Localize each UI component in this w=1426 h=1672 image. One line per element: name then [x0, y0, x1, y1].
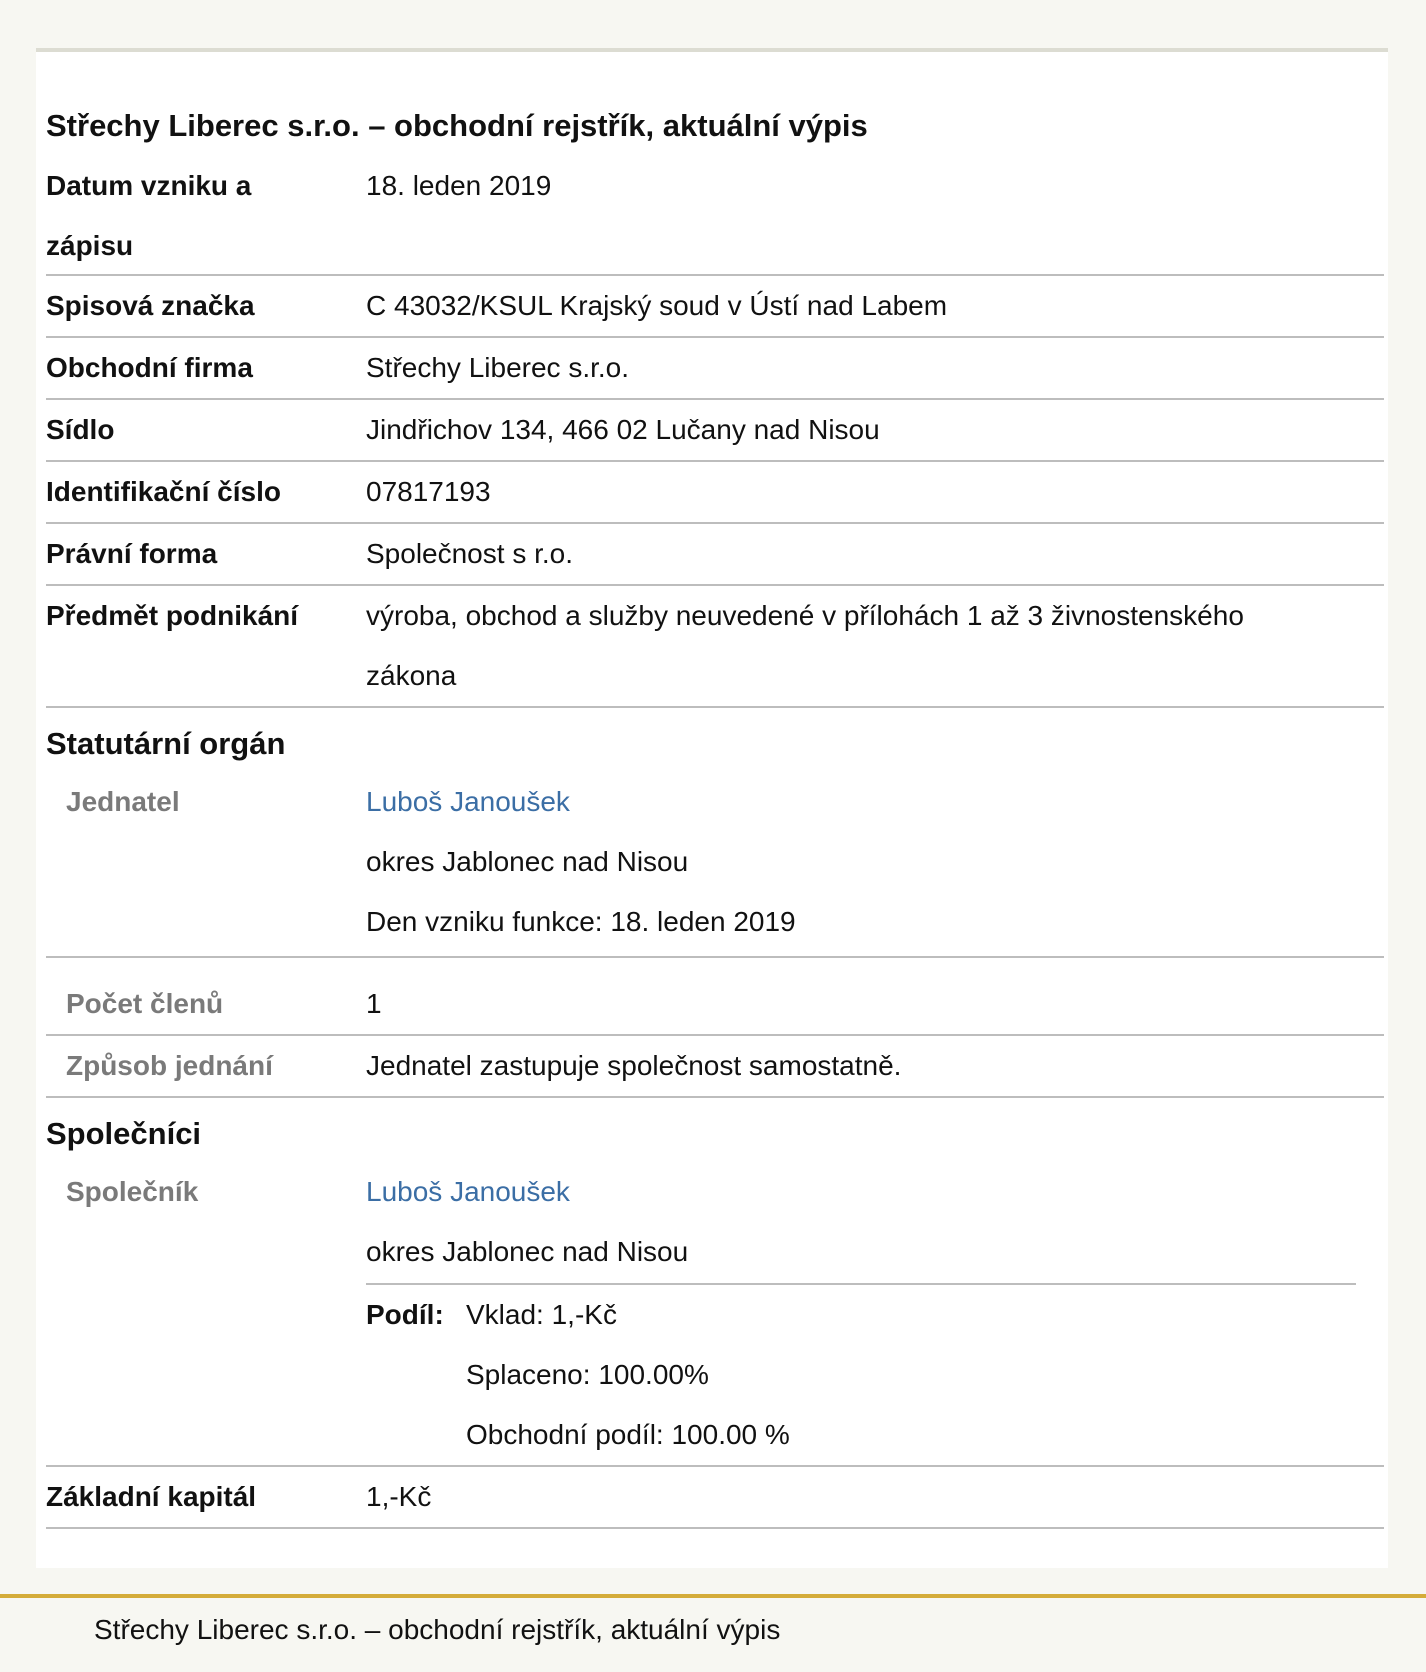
row-label: Způsob jednání: [66, 1050, 273, 1081]
podil-label: Podíl:: [366, 1299, 444, 1330]
row-zakladni-kapital: [46, 1467, 1384, 1529]
row-value: 07817193: [366, 476, 491, 507]
row-label: Základní kapitál: [46, 1481, 257, 1512]
row-label: [46, 156, 346, 276]
register-card: [36, 48, 1388, 1568]
row-value: 18. leden 2019: [366, 170, 552, 201]
row-zpusob-jednani: [46, 1036, 1384, 1098]
row-label: Identifikační číslo: [46, 476, 281, 507]
row-sidlo: [46, 400, 1384, 462]
row-spisova-znacka: [46, 276, 1384, 338]
row-value: výroba, obchod a služby neuvedené v přílohách 1 až 3 živnostenského zákona: [366, 600, 1244, 691]
row-obchodni-firma: [46, 338, 1384, 400]
jednatel-okres: okres Jablonec nad Nisou: [366, 846, 689, 877]
row-label: Právní forma: [46, 538, 218, 569]
row-label: Spisová značka: [46, 290, 255, 321]
footer-title: Střechy Liberec s.r.o. – obchodní rejstřík, aktuální výpis: [94, 1614, 781, 1645]
row-value: C 43032/KSUL Krajský soud v Ústí nad Labem: [366, 290, 948, 321]
row-pravni-forma: [46, 524, 1384, 586]
row-identifikacni-cislo: [46, 462, 1384, 524]
row-value: Jindřichov 134, 466 02 Lučany nad Nisou: [366, 414, 880, 445]
spolecnik-okres: okres Jablonec nad Nisou: [366, 1236, 689, 1267]
row-label: Obchodní firma: [46, 352, 253, 383]
row-label: Jednatel: [66, 786, 180, 817]
row-value: 1: [366, 988, 382, 1019]
podil-splaceno: Splaceno: 100.00%: [466, 1359, 709, 1390]
row-jednatel: [46, 772, 1384, 958]
row-value: [366, 1162, 1384, 1465]
row-label-text: Datum vzniku a zápisu: [46, 170, 252, 261]
section-statutarni-organ: Statutární orgán: [46, 726, 286, 761]
row-pocet-clenu: [46, 958, 1384, 1036]
row-predmet-podnikani: [46, 586, 1384, 708]
row-label: Počet členů: [66, 988, 224, 1019]
register-content: [46, 96, 1384, 1529]
podil-values: [466, 1285, 1356, 1465]
row-datum-vzniku: [46, 156, 1384, 276]
row-spolecnik: [46, 1162, 1384, 1467]
row-label: Sídlo: [46, 414, 115, 445]
page-footer: [0, 1594, 1426, 1672]
podil-obchodni: Obchodní podíl: 100.00 %: [466, 1419, 790, 1450]
section-spolecnici: Společníci: [46, 1116, 202, 1151]
row-label: Předmět podnikání: [46, 600, 299, 631]
podil-box: [366, 1283, 1356, 1465]
row-value: [366, 772, 1384, 956]
row-value: Jednatel zastupuje společnost samostatně.: [366, 1050, 902, 1081]
row-value: Společnost s r.o.: [366, 538, 574, 569]
row-value: Střechy Liberec s.r.o.: [366, 352, 630, 383]
row-label: Společník: [66, 1176, 199, 1207]
jednatel-den-vzniku: Den vzniku funkce: 18. leden 2019: [366, 906, 796, 937]
podil-vklad: Vklad: 1,-Kč: [466, 1299, 617, 1330]
page-title: Střechy Liberec s.r.o. – obchodní rejstřík, aktuální výpis: [46, 108, 868, 143]
row-value: 1,-Kč: [366, 1481, 432, 1512]
spolecnik-name-link[interactable]: Luboš Janoušek: [366, 1176, 570, 1207]
jednatel-name-link[interactable]: Luboš Janoušek: [366, 786, 570, 817]
